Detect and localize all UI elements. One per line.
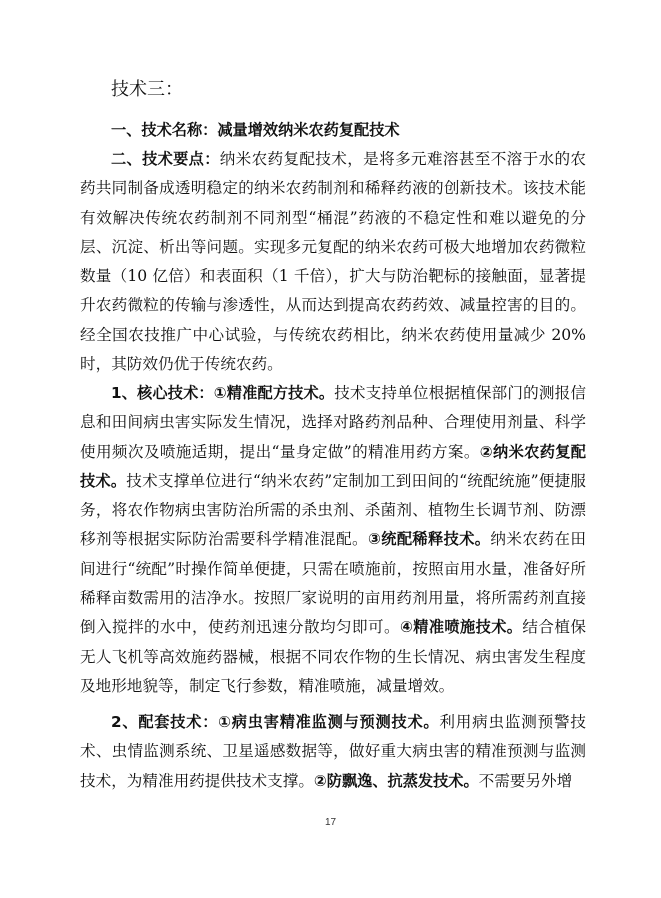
page-number: 17 (324, 817, 337, 828)
technology-name-label: 一、技术名称：减量增效纳米农药复配技术 (111, 121, 400, 139)
anti-drift-text: 不需要另外增 (478, 771, 573, 790)
precise-spraying-title: ④精准喷施技术。 (399, 618, 523, 637)
nano-compound-text: 技术支撑单位进行“纳米农药”定制加工到田间的“统配统施”便捷服务，将农作物病虫害防治所需的杀虫剂、杀菌剂、植物生长调节剂、防漂移剂等根据实际防治需要科学精准混配。 (80, 471, 587, 549)
pest-monitoring-title: ①病虫害精准监测与预测技术。 (218, 713, 440, 731)
core-technology-label: 1、核心技术： (111, 384, 214, 402)
precise-spraying-text: 结合植保无人飞机等高效施药器械，根据不同农作物的生长情况、病虫害发生程度及地形地貌等，制定飞行参数，精准喷施，减量增效。 (80, 618, 586, 695)
anti-drift-title: ②防飘逸、抗蒸发技术。 (313, 771, 479, 790)
supporting-technology-paragraph (80, 708, 586, 796)
technology-name-paragraph (80, 116, 586, 145)
precise-formula-text: 技术支持单位根据植保部门的测报信息和田间病虫害实际发生情况，选择对路药剂品种、合理使用剂量、科学使用频次及喷施适期，提出“量身定做”的精准用药方案。 (80, 384, 586, 461)
unified-dilution-title: ③统配稀释技术。 (367, 530, 491, 549)
technology-points-paragraph (80, 145, 586, 379)
nano-compound-title: ②纳米农药复配技术。 (80, 442, 586, 490)
technology-points-label: 二、技术要点： (111, 150, 220, 168)
unified-dilution-text: 纳米农药在田间进行“统配”时操作简单便捷，只需在喷施前，按照亩用水量，准备好所稀释亩数需用的洁净水。按照厂家说明的亩用药剂用量，将所需药剂直接倒入搅拌的水中，使药剂迅速分散均匀即可。 (80, 530, 586, 637)
pest-monitoring-text: 利用病虫监测预警技术、虫情监测系统、卫星遥感数据等，做好重大病虫害的精准预测与监测技术，为精准用药提供技术支撑。 (80, 713, 586, 790)
supporting-technology-label: 2、配套技术： (111, 713, 219, 731)
technology-points-text: 纳米农药复配技术，是将多元难溶甚至不溶于水的农药共同制备成透明稳定的纳米农药制剂和稀释药液的创新技术。该技术能有效解决传统农药制剂不同剂型“桶混”药液的不稳定性和难以避免的分层、沉淀、析出等问题。实现多元复配的纳米农药可极大地增加农药微粒数量（10 亿倍）和表面积（1 千倍），扩大与防治靶标的接触面，显著提升农药微粒的传输与渗透性，从而达到提高农药药效、减量控害的目的。经全国农技推广中心试验，与传统农药相比，纳米农药使用量减少 20%时，其防效仍优于传统农药。 (80, 150, 586, 374)
section-heading: 技术三： (111, 79, 183, 100)
core-technology-paragraph (80, 379, 586, 701)
precise-formula-title: ①精准配方技术。 (213, 384, 335, 402)
